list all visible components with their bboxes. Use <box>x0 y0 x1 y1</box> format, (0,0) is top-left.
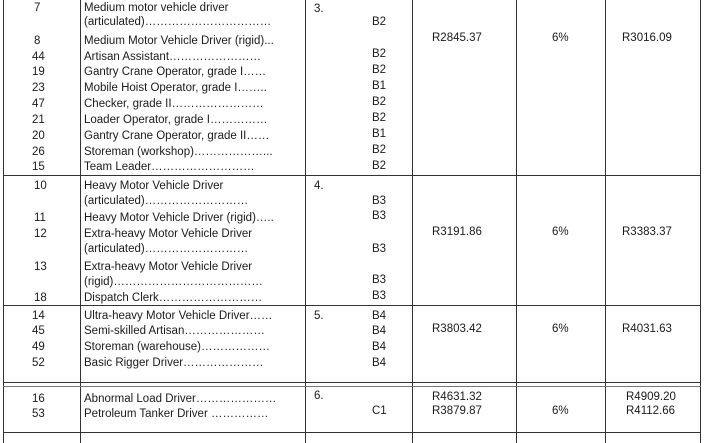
job-title: Storeman (workshop)………………... <box>84 146 273 158</box>
row-code: 11 <box>34 212 46 224</box>
pay-grade: C1 <box>372 405 387 417</box>
pay-grade: B2 <box>372 160 387 172</box>
row-code: 10 <box>34 180 47 192</box>
current-rate: R3803.42 <box>432 323 482 335</box>
pay-grade: B4 <box>372 341 387 353</box>
job-title: Extra-heavy Motor Vehicle Driver <box>84 228 253 240</box>
pay-grade: B4 <box>372 310 387 322</box>
job-title: Team Leader……………………… <box>84 161 255 173</box>
job-title: Semi-skilled Artisan………………… <box>84 325 265 337</box>
pay-grade: B2 <box>372 64 387 76</box>
pay-grade: B3 <box>372 243 387 255</box>
row-code: 23 <box>32 82 45 94</box>
job-title: Loader Operator, grade I…………… <box>84 114 268 126</box>
row-code: 20 <box>32 130 45 142</box>
row-code: 18 <box>34 292 47 304</box>
job-title: (articulated)…………………………… <box>84 16 272 28</box>
row-code: 12 <box>34 228 47 240</box>
job-title: Extra-heavy Motor Vehicle Driver <box>84 261 253 273</box>
job-title: Abnormal Load Driver………………… <box>84 393 277 405</box>
pay-grade: B2 <box>372 48 387 60</box>
level-number: 5. <box>314 310 324 322</box>
row-code: 44 <box>32 51 45 63</box>
table-border-right <box>700 0 701 443</box>
job-title: Mobile Hoist Operator, grade I…….. <box>84 82 267 94</box>
pay-grade: B3 <box>372 274 387 286</box>
job-title: (rigid)………………………………… <box>84 276 263 288</box>
job-title: Medium motor vehicle driver <box>84 2 229 14</box>
row-code: 13 <box>34 261 47 273</box>
pay-grade: B2 <box>372 144 387 156</box>
row-code: 53 <box>32 408 45 420</box>
pay-grade: B1 <box>372 80 387 92</box>
current-rate: R2845.37 <box>432 32 482 44</box>
row-code: 15 <box>32 161 45 173</box>
new-rate: R3383.37 <box>622 226 672 238</box>
increase-percent: 6% <box>552 405 569 417</box>
row-code: 47 <box>32 98 45 110</box>
pay-grade: B3 <box>372 290 387 302</box>
new-rate: R4031.63 <box>622 323 672 335</box>
job-title: (articulated)……………………… <box>84 195 249 207</box>
column-divider <box>80 0 81 443</box>
increase-percent: 6% <box>552 32 569 44</box>
column-divider <box>305 0 306 443</box>
new-rate: R4909.20 <box>626 391 676 403</box>
level-number: 4. <box>314 180 324 192</box>
row-divider <box>3 386 701 387</box>
job-title: Medium Motor Vehicle Driver (rigid)... <box>84 35 274 47</box>
job-title: Gantry Crane Operator, grade I…… <box>84 66 267 78</box>
current-rate: R4631.32 <box>432 391 482 403</box>
column-divider <box>412 0 413 443</box>
row-code: 8 <box>34 35 41 47</box>
job-title: Dispatch Clerk……………………… <box>84 292 263 304</box>
job-title: Gantry Crane Operator, grade II…… <box>84 130 270 142</box>
row-code: 26 <box>32 146 45 158</box>
row-divider <box>3 175 701 176</box>
row-code: 19 <box>32 66 45 78</box>
row-code: 7 <box>34 2 41 14</box>
pay-grade: B1 <box>372 128 387 140</box>
level-number: 3. <box>314 3 324 15</box>
level-number: 6. <box>314 390 324 402</box>
job-title: Heavy Motor Vehicle Driver <box>84 180 224 192</box>
row-code: 14 <box>32 310 45 322</box>
pay-grade: B2 <box>372 112 387 124</box>
table-border-bottom <box>3 432 701 433</box>
column-divider <box>516 0 517 443</box>
increase-percent: 6% <box>552 226 569 238</box>
job-title: Artisan Assistant…………………… <box>84 51 262 63</box>
row-code: 52 <box>32 357 45 369</box>
new-rate: R3016.09 <box>622 32 672 44</box>
job-title: (articulated)……………………… <box>84 243 249 255</box>
job-title: Ultra-heavy Motor Vehicle Driver…… <box>84 310 273 322</box>
current-rate: R3191.86 <box>432 226 482 238</box>
increase-percent: 6% <box>552 323 569 335</box>
job-title: Petroleum Tanker Driver …………… <box>84 408 269 420</box>
row-code: 49 <box>32 341 45 353</box>
pay-grade: B4 <box>372 357 387 369</box>
column-divider <box>605 0 606 443</box>
job-title: Checker, grade II…………………… <box>84 98 264 110</box>
job-title: Basic Rigger Driver………………… <box>84 357 264 369</box>
pay-grade: B4 <box>372 325 387 337</box>
row-divider <box>3 382 701 383</box>
table-border-left <box>3 0 4 443</box>
row-code: 16 <box>32 393 45 405</box>
row-divider <box>3 305 701 306</box>
pay-grade: B2 <box>372 96 387 108</box>
new-rate: R4112.66 <box>626 405 676 417</box>
job-title: Heavy Motor Vehicle Driver (rigid)….. <box>84 212 274 224</box>
pay-grade: B2 <box>372 16 387 28</box>
pay-grade: B3 <box>372 195 387 207</box>
row-code: 45 <box>32 325 45 337</box>
row-code: 21 <box>32 114 45 126</box>
current-rate: R3879.87 <box>432 405 482 417</box>
job-title: Storeman (warehouse)……………… <box>84 341 270 353</box>
pay-grade: B3 <box>372 210 387 222</box>
